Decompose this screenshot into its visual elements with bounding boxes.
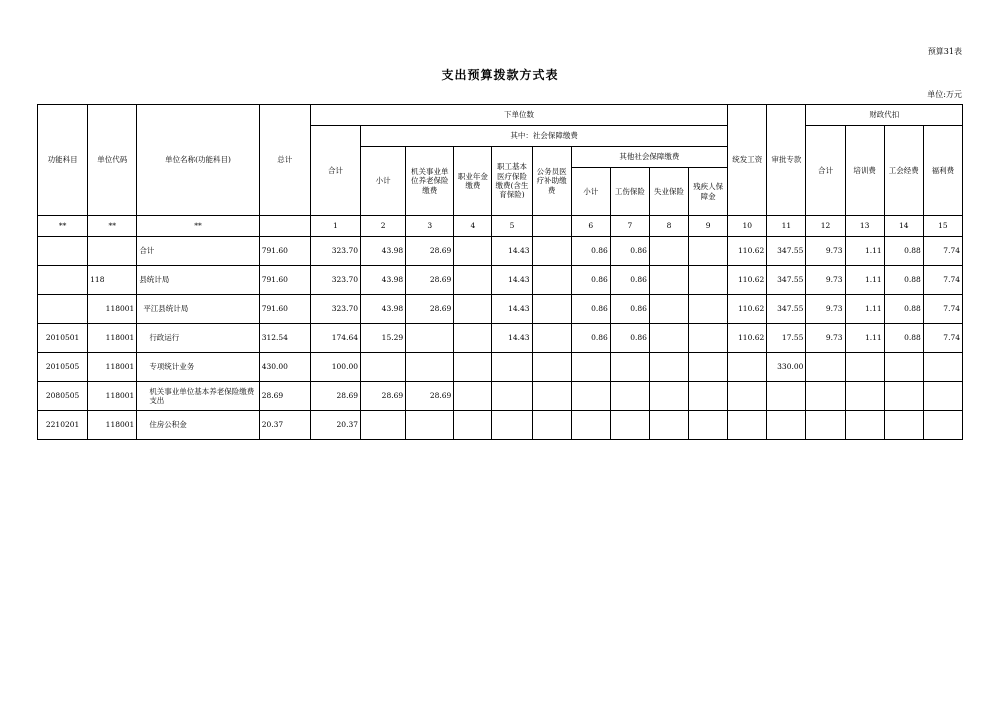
table-row [38, 324, 963, 353]
value-cell [806, 411, 845, 440]
unit-name-cell: 合计 [137, 237, 259, 266]
value-cell: 0.86 [571, 324, 610, 353]
col-number: 8 [649, 216, 688, 237]
func-subject-cell [38, 295, 88, 324]
func-subject-cell: 2010501 [38, 324, 88, 353]
value-cell: 1.11 [845, 266, 884, 295]
value-cell [689, 353, 728, 382]
col-small-total: 小计 [361, 147, 406, 216]
value-cell [689, 295, 728, 324]
unit-code-cell: 118001 [88, 295, 137, 324]
value-cell: 312.54 [259, 324, 310, 353]
value-cell [767, 411, 806, 440]
col-number [259, 216, 310, 237]
group-lower-units: 下单位数 [310, 105, 727, 126]
table-row [38, 266, 963, 295]
value-cell [689, 411, 728, 440]
col-fd-total: 合计 [806, 126, 845, 216]
value-cell: 0.86 [610, 324, 649, 353]
col-lower-sum: 合计 [310, 126, 360, 216]
value-cell: 28.69 [406, 266, 454, 295]
group-social: 其中：社会保障缴费 [361, 126, 728, 147]
col-number: 3 [406, 216, 454, 237]
group-fiscal-deduct: 财政代扣 [806, 105, 963, 126]
col-func-subject: 功能科目 [38, 105, 88, 216]
col-number: ** [137, 216, 259, 237]
value-cell: 791.60 [259, 295, 310, 324]
col-number: ** [88, 216, 137, 237]
col-number [532, 216, 571, 237]
col-number: 6 [571, 216, 610, 237]
value-cell [406, 353, 454, 382]
col-number: 4 [454, 216, 492, 237]
col-medical: 职工基本医疗保险缴费(含生育保险) [492, 147, 532, 216]
col-number: 1 [310, 216, 360, 237]
value-cell [649, 353, 688, 382]
value-cell: 7.74 [923, 295, 962, 324]
value-cell: 347.55 [767, 237, 806, 266]
value-cell: 110.62 [728, 324, 767, 353]
form-number: 预算31表 [927, 47, 962, 56]
unit-label: 单位:万元 [927, 90, 962, 99]
value-cell [923, 382, 962, 411]
table-body [38, 237, 963, 440]
value-cell [454, 324, 492, 353]
col-number: 15 [923, 216, 962, 237]
col-injury: 工伤保险 [610, 168, 649, 216]
value-cell [610, 353, 649, 382]
value-cell: 330.00 [767, 353, 806, 382]
value-cell [649, 237, 688, 266]
value-cell: 430.00 [259, 353, 310, 382]
value-cell: 0.88 [884, 295, 923, 324]
value-cell: 14.43 [492, 237, 532, 266]
value-cell [923, 411, 962, 440]
value-cell: 9.73 [806, 295, 845, 324]
col-welfare: 福利费 [923, 126, 962, 216]
value-cell [532, 411, 571, 440]
column-number-row [38, 216, 963, 237]
value-cell: 174.64 [310, 324, 360, 353]
unit-code-cell: 118001 [88, 411, 137, 440]
value-cell: 791.60 [259, 266, 310, 295]
value-cell [923, 353, 962, 382]
value-cell [806, 353, 845, 382]
value-cell [649, 382, 688, 411]
value-cell [728, 353, 767, 382]
unit-name-cell: 机关事业单位基本养老保险缴费支出 [137, 382, 259, 411]
unit-code-cell: 118001 [88, 382, 137, 411]
value-cell: 28.69 [310, 382, 360, 411]
value-cell: 0.88 [884, 324, 923, 353]
col-training: 培训费 [845, 126, 884, 216]
value-cell [728, 382, 767, 411]
col-unit-name: 单位名称(功能科目) [137, 105, 259, 216]
value-cell: 0.86 [610, 266, 649, 295]
col-union: 工会经费 [884, 126, 923, 216]
value-cell [532, 295, 571, 324]
col-number: 10 [728, 216, 767, 237]
value-cell [361, 411, 406, 440]
value-cell: 0.88 [884, 237, 923, 266]
table-row [38, 295, 963, 324]
table-row [38, 353, 963, 382]
value-cell: 43.98 [361, 295, 406, 324]
func-subject-cell: 2210201 [38, 411, 88, 440]
value-cell [532, 324, 571, 353]
value-cell [571, 382, 610, 411]
value-cell: 110.62 [728, 295, 767, 324]
value-cell: 0.86 [610, 237, 649, 266]
value-cell: 15.29 [361, 324, 406, 353]
value-cell: 28.69 [361, 382, 406, 411]
value-cell [454, 411, 492, 440]
value-cell: 323.70 [310, 266, 360, 295]
col-unit-code: 单位代码 [88, 105, 137, 216]
value-cell: 7.74 [923, 237, 962, 266]
value-cell: 28.69 [406, 382, 454, 411]
col-number: 5 [492, 216, 532, 237]
value-cell [884, 382, 923, 411]
value-cell: 43.98 [361, 266, 406, 295]
value-cell [845, 382, 884, 411]
budget-table [37, 104, 963, 440]
unit-code-cell [88, 237, 137, 266]
col-other-small: 小计 [571, 168, 610, 216]
value-cell: 0.88 [884, 266, 923, 295]
table-row [38, 382, 963, 411]
value-cell [649, 324, 688, 353]
value-cell: 323.70 [310, 295, 360, 324]
value-cell: 7.74 [923, 266, 962, 295]
value-cell: 43.98 [361, 237, 406, 266]
unit-name-cell: 行政运行 [137, 324, 259, 353]
value-cell [361, 353, 406, 382]
value-cell: 7.74 [923, 324, 962, 353]
value-cell: 1.11 [845, 324, 884, 353]
value-cell: 110.62 [728, 266, 767, 295]
func-subject-cell: 2010505 [38, 353, 88, 382]
unit-name-cell: 平江县统计局 [137, 295, 259, 324]
value-cell [406, 324, 454, 353]
value-cell: 0.86 [571, 295, 610, 324]
value-cell [532, 353, 571, 382]
value-cell [689, 324, 728, 353]
value-cell [649, 295, 688, 324]
value-cell: 20.37 [310, 411, 360, 440]
col-number: 14 [884, 216, 923, 237]
value-cell [532, 237, 571, 266]
value-cell [454, 295, 492, 324]
value-cell [649, 411, 688, 440]
value-cell [728, 411, 767, 440]
value-cell [454, 382, 492, 411]
func-subject-cell [38, 266, 88, 295]
col-number: 11 [767, 216, 806, 237]
value-cell: 17.55 [767, 324, 806, 353]
value-cell [532, 266, 571, 295]
value-cell [571, 353, 610, 382]
value-cell [492, 382, 532, 411]
value-cell [689, 382, 728, 411]
page-title: 支出预算拨款方式表 [441, 68, 559, 82]
unit-code-cell: 118 [88, 266, 137, 295]
col-pension: 机关事业单位养老保险缴费 [406, 147, 454, 216]
table-row [38, 411, 963, 440]
value-cell [454, 237, 492, 266]
col-number: 9 [689, 216, 728, 237]
col-number: ** [38, 216, 88, 237]
value-cell: 110.62 [728, 237, 767, 266]
value-cell: 0.86 [571, 266, 610, 295]
col-total: 总计 [259, 105, 310, 216]
value-cell [454, 266, 492, 295]
value-cell [845, 411, 884, 440]
value-cell: 9.73 [806, 237, 845, 266]
value-cell: 0.86 [571, 237, 610, 266]
value-cell [532, 382, 571, 411]
value-cell: 100.00 [310, 353, 360, 382]
value-cell: 347.55 [767, 295, 806, 324]
value-cell [884, 411, 923, 440]
col-disability: 残疾人保障金 [689, 168, 728, 216]
value-cell [610, 411, 649, 440]
col-number: 7 [610, 216, 649, 237]
col-number: 2 [361, 216, 406, 237]
col-civil-medical: 公务员医疗补助缴费 [532, 147, 571, 216]
value-cell: 347.55 [767, 266, 806, 295]
value-cell [689, 237, 728, 266]
value-cell [454, 353, 492, 382]
value-cell: 28.69 [406, 237, 454, 266]
unit-name-cell: 专项统计业务 [137, 353, 259, 382]
col-number: 12 [806, 216, 845, 237]
col-unemployment: 失业保险 [649, 168, 688, 216]
value-cell [406, 411, 454, 440]
value-cell: 28.69 [406, 295, 454, 324]
col-annuity: 职业年金缴费 [454, 147, 492, 216]
value-cell: 20.37 [259, 411, 310, 440]
table-row [38, 237, 963, 266]
unit-code-cell: 118001 [88, 353, 137, 382]
value-cell: 1.11 [845, 295, 884, 324]
value-cell [806, 382, 845, 411]
value-cell: 14.43 [492, 324, 532, 353]
col-wage: 统发工资 [728, 105, 767, 216]
value-cell: 0.86 [610, 295, 649, 324]
value-cell: 9.73 [806, 324, 845, 353]
value-cell: 14.43 [492, 266, 532, 295]
value-cell: 9.73 [806, 266, 845, 295]
value-cell: 791.60 [259, 237, 310, 266]
func-subject-cell: 2080505 [38, 382, 88, 411]
func-subject-cell [38, 237, 88, 266]
col-approved: 审批专款 [767, 105, 806, 216]
unit-name-cell: 住房公积金 [137, 411, 259, 440]
value-cell: 14.43 [492, 295, 532, 324]
value-cell [845, 353, 884, 382]
value-cell [492, 353, 532, 382]
value-cell: 1.11 [845, 237, 884, 266]
value-cell [492, 411, 532, 440]
value-cell [767, 382, 806, 411]
value-cell: 323.70 [310, 237, 360, 266]
value-cell [610, 382, 649, 411]
value-cell [649, 266, 688, 295]
value-cell: 28.69 [259, 382, 310, 411]
value-cell [884, 353, 923, 382]
value-cell [689, 266, 728, 295]
unit-code-cell: 118001 [88, 324, 137, 353]
unit-name-cell: 县统计局 [137, 266, 259, 295]
col-number: 13 [845, 216, 884, 237]
group-other-social: 其他社会保障缴费 [571, 147, 728, 168]
value-cell [571, 411, 610, 440]
